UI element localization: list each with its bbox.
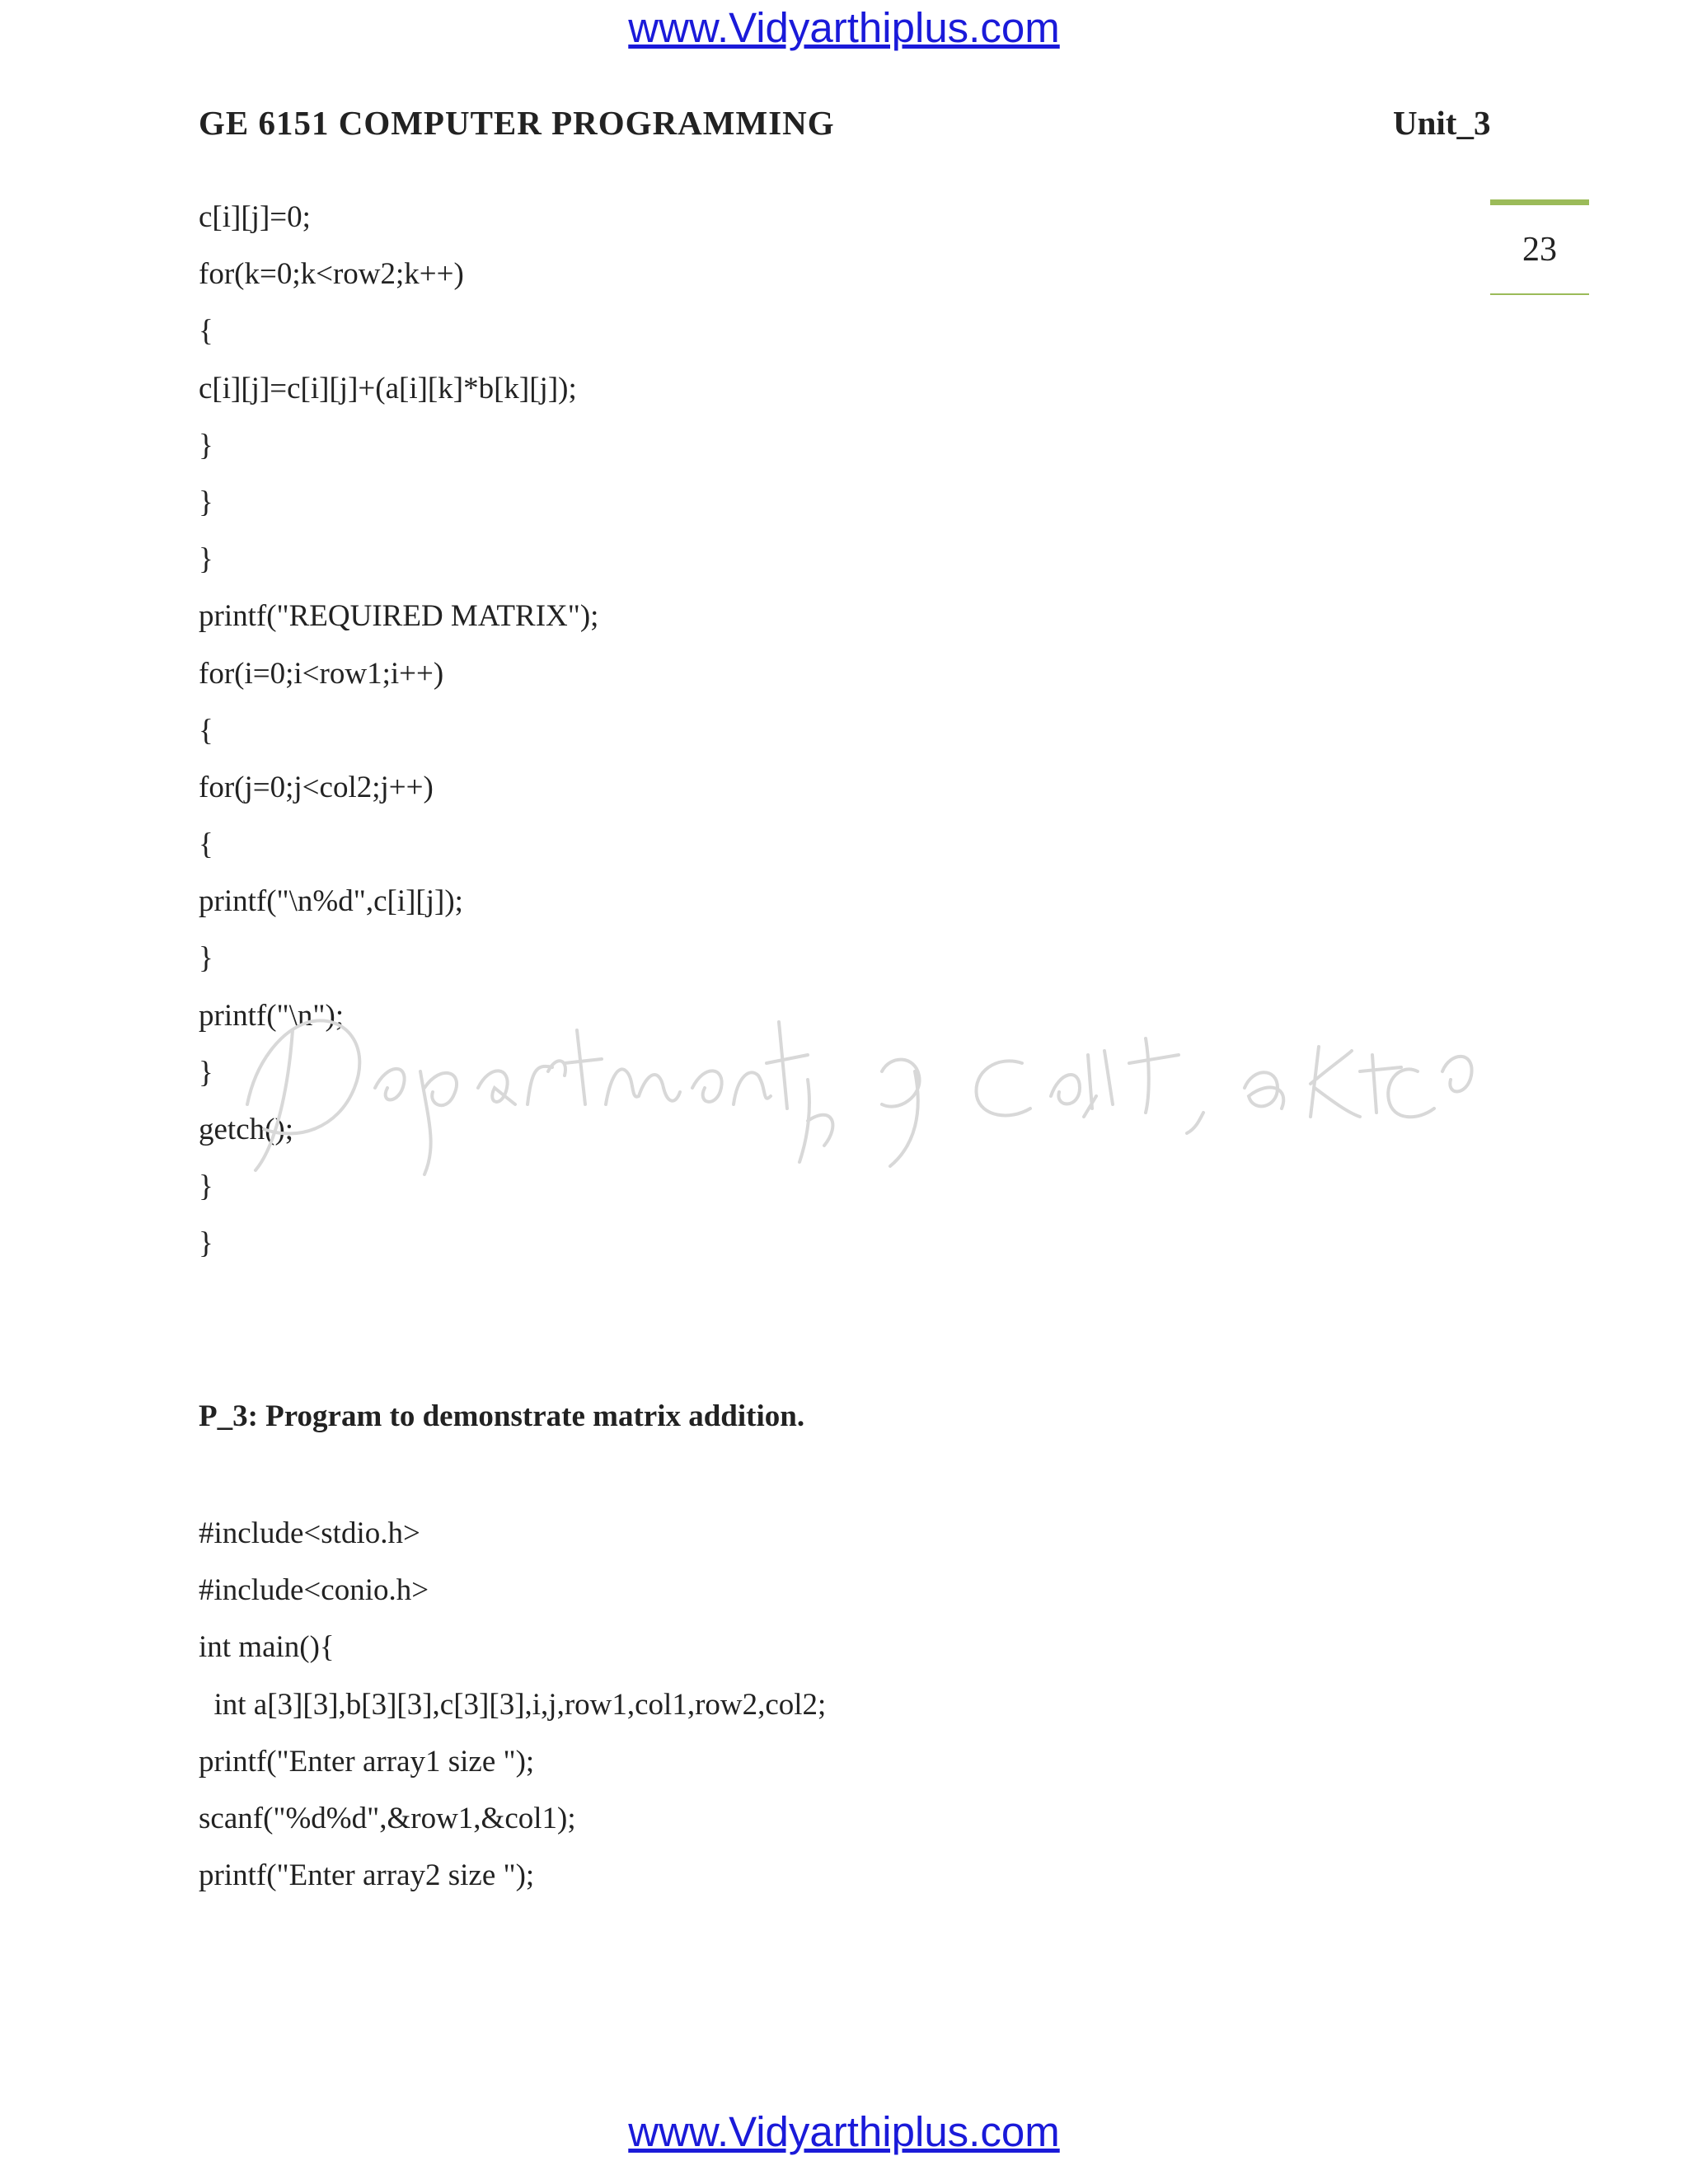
site-link-bottom[interactable]: www.Vidyarthiplus.com (628, 2108, 1060, 2155)
code-line: } (199, 542, 213, 577)
unit-label: Unit_3 (1393, 104, 1491, 142)
code-line: getch(); (199, 1113, 294, 1146)
site-link-top[interactable]: www.Vidyarthiplus.com (628, 4, 1060, 51)
code-line: printf("\n%d",c[i][j]); (199, 884, 463, 919)
section-heading: P_3: Program to demonstrate matrix addition. (199, 1399, 805, 1433)
code-line: printf("\n"); (199, 998, 345, 1033)
course-title: GE 6151 COMPUTER PROGRAMMING (199, 104, 835, 142)
code-line: } (199, 1226, 213, 1261)
code-block-new (199, 1512, 826, 1911)
code-line: c[i][j]=0; (199, 200, 311, 234)
code-line: for(j=0;j<col2;j++) (199, 770, 434, 804)
code-line: { (199, 827, 213, 862)
code-line: int a[3][3],b[3][3],c[3][3],i,j,row1,col1,row2,col2; (199, 1687, 827, 1722)
code-line: printf("REQUIRED MATRIX"); (199, 599, 599, 634)
code-line: } (199, 485, 213, 519)
code-line: #include<stdio.h> (199, 1516, 420, 1550)
code-block-continued (199, 196, 598, 1280)
code-line: } (199, 428, 213, 462)
code-line: printf("Enter array1 size "); (199, 1744, 535, 1779)
code-line: printf("Enter array2 size "); (199, 1858, 535, 1893)
code-line: { (199, 314, 213, 349)
code-line: { (199, 713, 213, 748)
code-line: } (199, 941, 213, 976)
code-line: } (199, 1055, 213, 1090)
code-line: int main(){ (199, 1630, 335, 1665)
code-line: c[i][j]=c[i][j]+(a[i][k]*b[k][j]); (199, 371, 577, 405)
page-number: 23 (1522, 231, 1557, 269)
code-line: #include<conio.h> (199, 1573, 429, 1608)
code-line: for(k=0;k<row2;k++) (199, 257, 464, 292)
code-line: scanf("%d%d",&row1,&col1); (199, 1801, 576, 1835)
code-line: } (199, 1169, 213, 1204)
code-line: for(i=0;i<row1;i++) (199, 656, 444, 691)
page-number-box (1490, 199, 1589, 295)
